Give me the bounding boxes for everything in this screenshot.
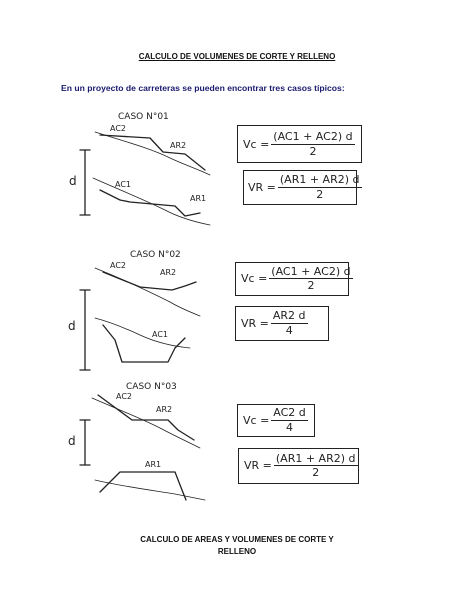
case1-top-ground bbox=[95, 132, 210, 175]
case1-label-ar1: AR1 bbox=[190, 194, 207, 203]
case2-formula-vr bbox=[241, 307, 310, 339]
case3-vr-num: (AR1 + AR2) d bbox=[275, 451, 356, 465]
case3-vc-num: AC2 d bbox=[273, 406, 306, 420]
case2-label-ar2: AR2 bbox=[160, 268, 177, 277]
case1-formula-vr bbox=[248, 171, 364, 203]
page-title: CALCULO DE VOLUMENES DE CORTE Y RELLENO bbox=[138, 52, 336, 61]
case3-formula-vc bbox=[243, 405, 310, 435]
case1-vc-lhs: Vc = bbox=[243, 137, 270, 151]
footer-title bbox=[0, 534, 474, 558]
case3-label-ar2: AR2 bbox=[156, 405, 173, 414]
case2-d-dimension bbox=[80, 290, 90, 370]
case2-heading: CASO N°02 bbox=[130, 250, 181, 260]
case2-top-section bbox=[103, 272, 196, 290]
case2-label-ac2: AC2 bbox=[110, 261, 127, 270]
case3-d-dimension bbox=[80, 420, 90, 465]
case1-formula-vc bbox=[243, 127, 357, 161]
case3-bottom-ground bbox=[95, 480, 205, 500]
case2-vr-den: 4 bbox=[285, 323, 293, 337]
case1-vr-lhs: VR = bbox=[248, 180, 276, 194]
case3-top-section bbox=[98, 395, 194, 440]
case1-label-ac1: AC1 bbox=[115, 180, 132, 189]
case1-d-dimension bbox=[80, 150, 90, 215]
case3-label-ac2: AC2 bbox=[116, 392, 133, 401]
case2-label-ac1: AC1 bbox=[152, 330, 169, 339]
case1-label-d: d bbox=[69, 174, 77, 188]
case1-vc-den: 2 bbox=[309, 144, 317, 158]
case3-vr-lhs: VR = bbox=[244, 459, 272, 472]
case2-vr-lhs: VR = bbox=[241, 316, 269, 330]
case1-vr-num: (AR1 + AR2) d bbox=[279, 173, 360, 187]
case3-vr-den: 2 bbox=[312, 466, 320, 479]
case1-vr-den: 2 bbox=[316, 187, 324, 201]
case3-label-ar1: AR1 bbox=[145, 460, 162, 469]
case1-label-ar2: AR2 bbox=[170, 141, 187, 150]
case1-top-section bbox=[100, 135, 205, 170]
case1-heading: CASO N°01 bbox=[118, 112, 169, 122]
case2-vr-num: AR2 d bbox=[272, 309, 306, 323]
case3-vc-den: 4 bbox=[286, 420, 294, 434]
case2-vc-den: 2 bbox=[307, 279, 315, 292]
case3-top-ground bbox=[92, 398, 200, 448]
case3-label-d: d bbox=[68, 434, 76, 448]
case3-bottom-section bbox=[100, 472, 186, 500]
footer-line-1: CALCULO DE AREAS Y VOLUMENES DE CORTE Y bbox=[140, 535, 334, 544]
case1-vc-num: (AC1 + AC2) d bbox=[273, 130, 353, 144]
case3-formula-vr bbox=[244, 449, 360, 482]
case2-label-d: d bbox=[68, 319, 76, 333]
case2-vc-num: (AC1 + AC2) d bbox=[271, 264, 351, 278]
footer-line-2: RELLENO bbox=[217, 547, 257, 556]
case2-formula-vc bbox=[241, 263, 355, 294]
case3-vc-lhs: Vc = bbox=[243, 413, 270, 427]
case1-label-ac2: AC2 bbox=[110, 124, 127, 133]
case3-heading: CASO N°03 bbox=[126, 382, 177, 392]
intro-text: En un proyecto de carreteras se pueden encontrar tres casos típicos: bbox=[61, 83, 345, 93]
case2-bottom-section bbox=[103, 325, 185, 362]
case2-vc-lhs: Vc = bbox=[241, 272, 268, 285]
